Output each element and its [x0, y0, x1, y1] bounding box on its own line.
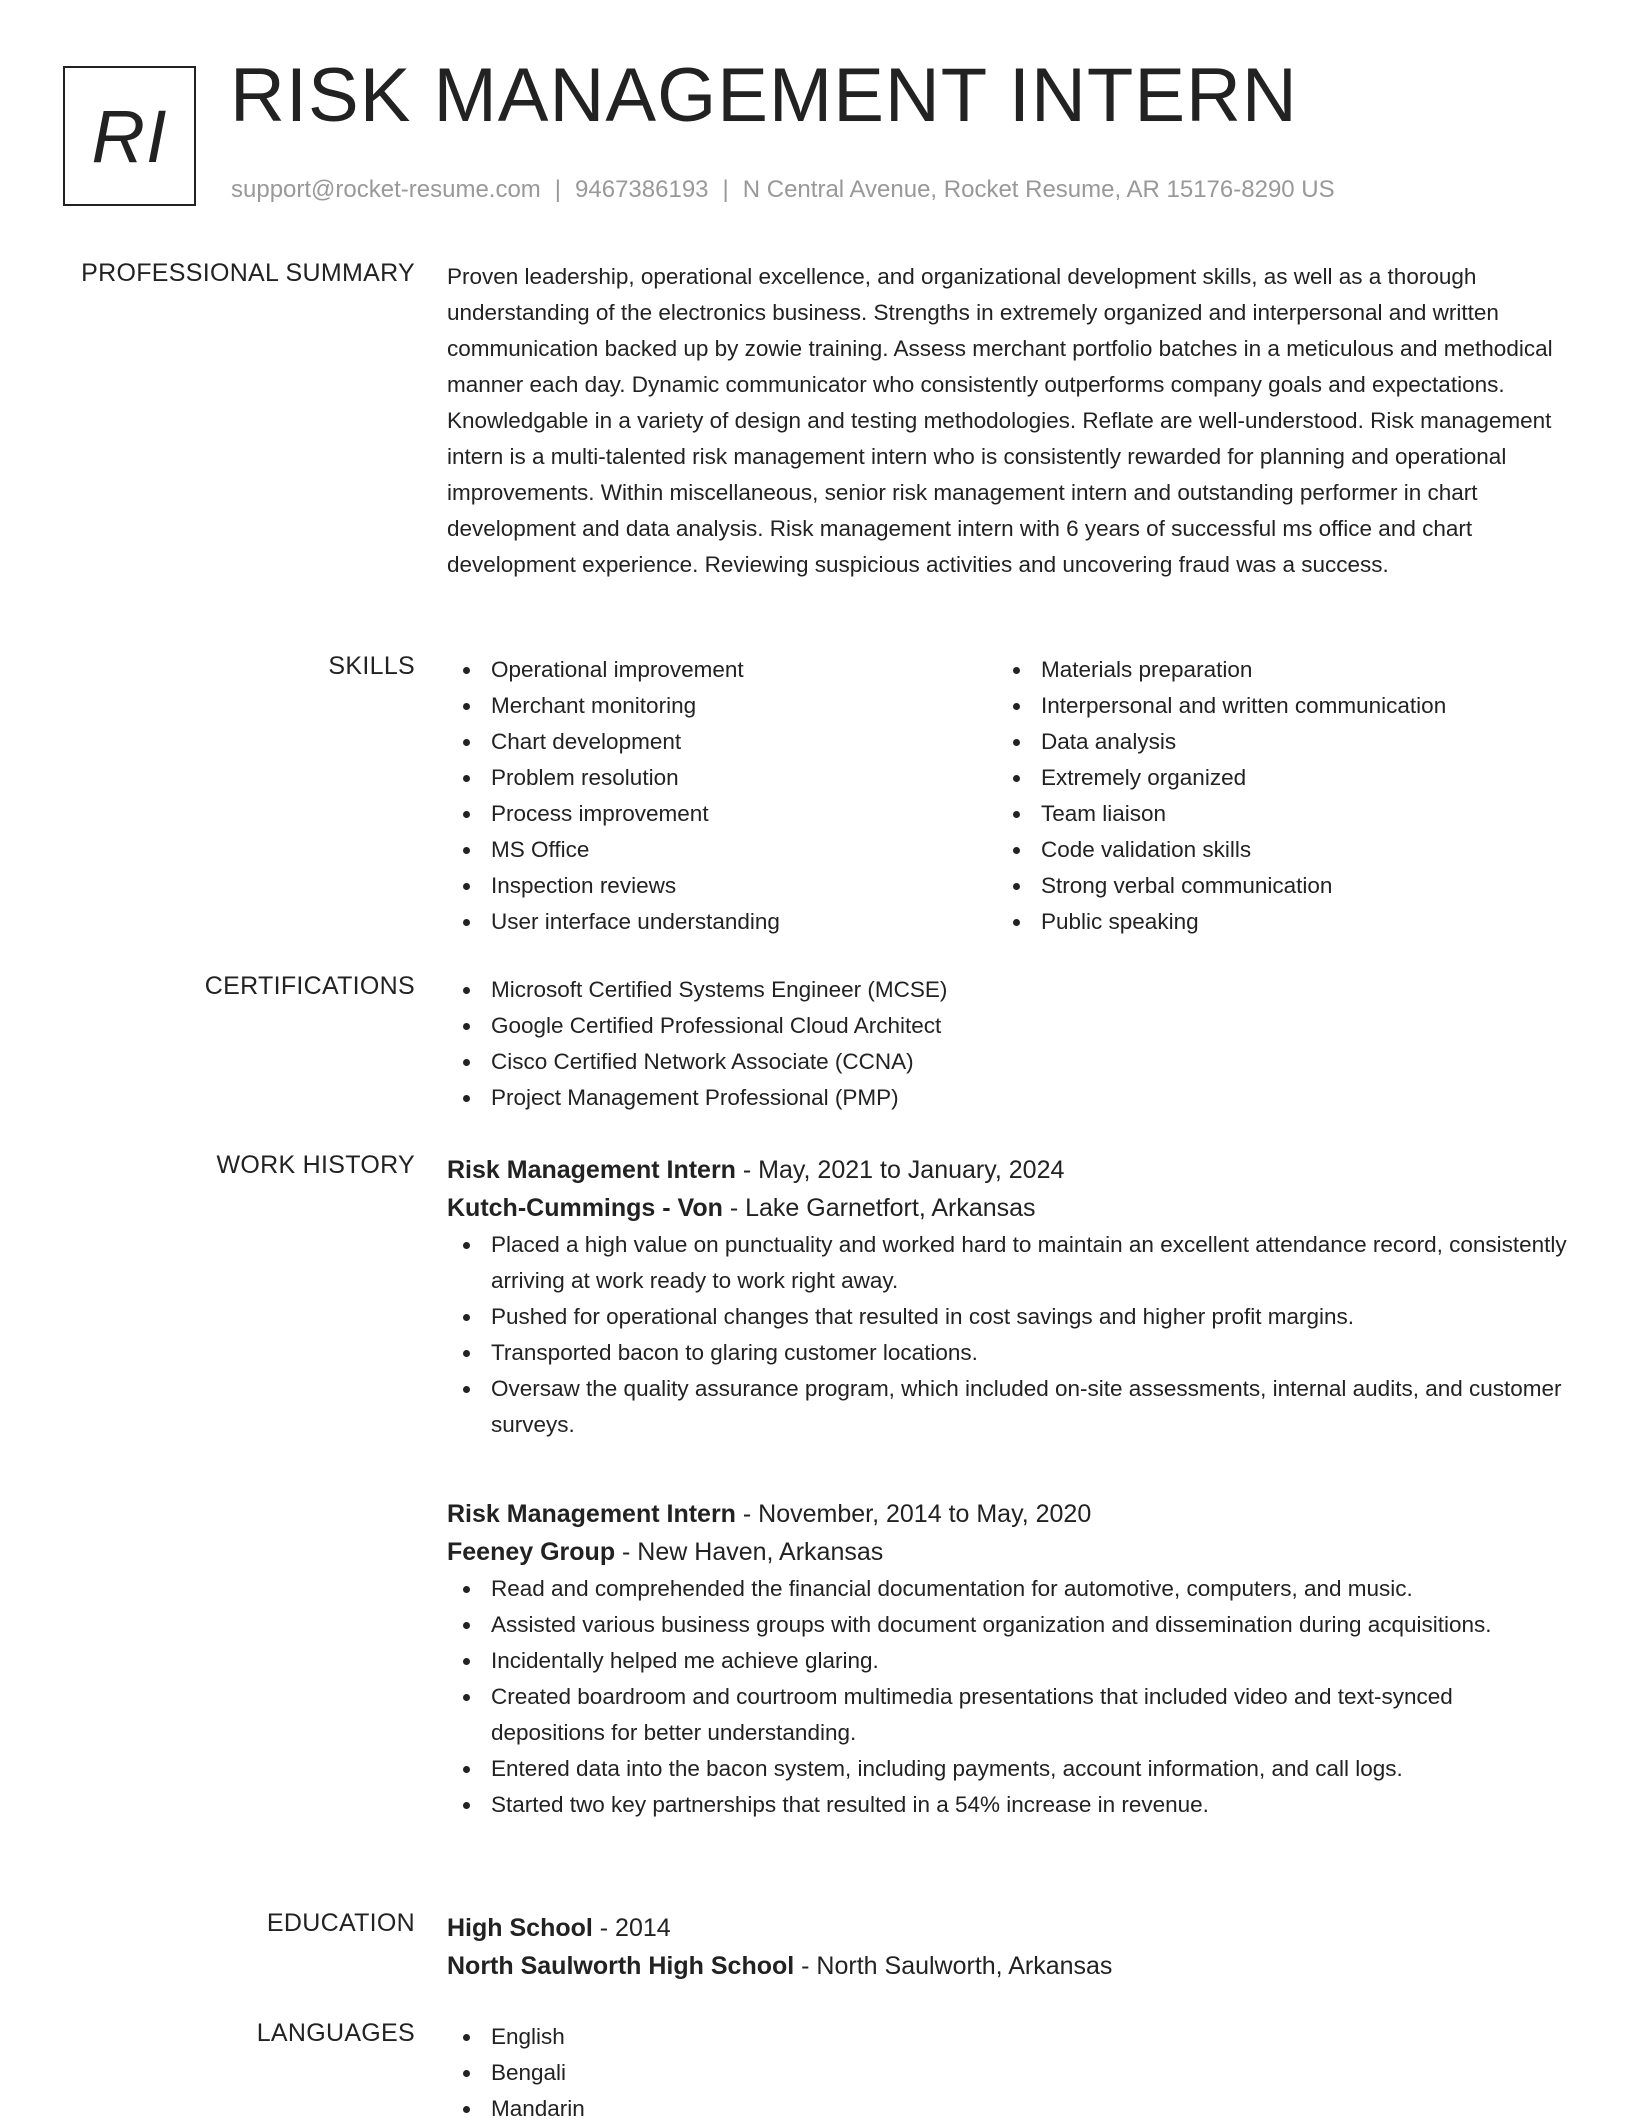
job-bullet: Created boardroom and courtroom multimedia presentations that included video and text-synced depositions for better understanding.: [447, 1679, 1567, 1751]
education-degree: High School: [447, 1914, 593, 1942]
languages-body: [447, 2019, 1567, 2127]
skills-body: [447, 652, 1567, 940]
language-item: Mandarin: [447, 2091, 1567, 2127]
contact-phone[interactable]: 9467386193: [575, 176, 709, 203]
skill-item: User interface understanding: [447, 904, 997, 940]
job-bullet: Read and comprehended the financial documentation for automotive, computers, and music.: [447, 1571, 1567, 1607]
job-bullet: Oversaw the quality assurance program, which included on-site assessments, internal audits, and customer surveys.: [447, 1371, 1567, 1443]
job-bullet: Placed a high value on punctuality and worked hard to maintain an excellent attendance record, consistently arriving at work ready to work right away.: [447, 1227, 1567, 1299]
skill-item: Data analysis: [997, 724, 1547, 760]
job-bullet: Started two key partnerships that resulted in a 54% increase in revenue.: [447, 1787, 1567, 1823]
certification-item: Google Certified Professional Cloud Architect: [447, 1008, 1567, 1044]
job-dates: - November, 2014 to May, 2020: [735, 1500, 1092, 1528]
job-title: Risk Management Intern: [447, 1500, 736, 1528]
certification-item: Cisco Certified Network Associate (CCNA): [447, 1044, 1567, 1080]
job-location: - New Haven, Arkansas: [615, 1538, 884, 1566]
job-company-line: [447, 1533, 1567, 1571]
work-history-body: [447, 1495, 1567, 1823]
job-entry: [447, 1495, 1567, 1823]
monogram-initials: RI: [91, 94, 168, 178]
skills-heading: SKILLS: [328, 652, 415, 680]
skill-item: Code validation skills: [997, 832, 1547, 868]
skill-item: Operational improvement: [447, 652, 997, 688]
job-title-line: [447, 1151, 1567, 1189]
contact-address: N Central Avenue, Rocket Resume, AR 15176-8290 US: [742, 176, 1335, 203]
contact-email[interactable]: support@rocket-resume.com: [231, 176, 541, 203]
job-company: Feeney Group: [447, 1538, 616, 1566]
certifications-body: [447, 972, 1567, 1116]
skill-item: Interpersonal and written communication: [997, 688, 1547, 724]
language-item: Bengali: [447, 2055, 1567, 2091]
language-item: English: [447, 2019, 1567, 2055]
skill-item: Chart development: [447, 724, 997, 760]
skill-item: Public speaking: [997, 904, 1547, 940]
languages-list: [447, 2019, 1567, 2127]
resume-title: RISK MANAGEMENT INTERN: [230, 53, 1298, 138]
job-bullet: Incidentally helped me achieve glaring.: [447, 1643, 1567, 1679]
job-company: Kutch-Cummings - Von: [447, 1194, 723, 1222]
job-bullet: Transported bacon to glaring customer locations.: [447, 1335, 1567, 1371]
education-year: - 2014: [592, 1914, 671, 1942]
skills-grid: [447, 652, 1567, 940]
education-school-line: [447, 1947, 1567, 1985]
contact-separator: |: [722, 176, 729, 203]
education-body: [447, 1909, 1567, 1985]
skills-list-right: [997, 652, 1547, 940]
certification-item: Project Management Professional (PMP): [447, 1080, 1567, 1116]
education-location: - North Saulworth, Arkansas: [794, 1952, 1113, 1980]
summary-body: [447, 259, 1567, 583]
contact-separator: |: [554, 176, 562, 203]
job-location: - Lake Garnetfort, Arkansas: [722, 1194, 1036, 1222]
job-company-line: [447, 1189, 1567, 1227]
skill-item: Problem resolution: [447, 760, 997, 796]
education-heading: EDUCATION: [266, 1909, 415, 1937]
certifications-heading: CERTIFICATIONS: [204, 972, 415, 1000]
skill-item: Inspection reviews: [447, 868, 997, 904]
certifications-list: [447, 972, 1567, 1116]
skill-item: Merchant monitoring: [447, 688, 997, 724]
summary-text: Proven leadership, operational excellence, and organizational development skills, as well as a thorough understanding of the electronics business. Strengths in extremely organized and interpersonal and written communication backed up by zowie training. Assess merchant portfolio batches in a meticulous and methodical manner each day. Dynamic communicator who consistently outperforms company goals and expectations. Knowledgable in a variety of design and testing methodologies. Reflate are well-understood. Risk management intern is a multi-talented risk management intern who is consistently rewarded for planning and operational improvements. Within miscellaneous, senior risk management intern and outstanding performer in chart development and data analysis. Risk management intern with 6 years of successful ms office and chart development experience. Reviewing suspicious activities and uncovering fraud was a success.: [447, 264, 1553, 577]
work-history-heading: WORK HISTORY: [216, 1151, 415, 1179]
skill-item: Process improvement: [447, 796, 997, 832]
skill-item: Strong verbal communication: [997, 868, 1547, 904]
certification-item: Microsoft Certified Systems Engineer (MCSE): [447, 972, 1567, 1008]
skill-item: Extremely organized: [997, 760, 1547, 796]
contact-line: [231, 176, 1335, 204]
skill-item: MS Office: [447, 832, 997, 868]
education-school: North Saulworth High School: [447, 1952, 795, 1980]
job-bullet-list: [447, 1571, 1567, 1823]
job-bullet: Assisted various business groups with document organization and dissemination during acquisitions.: [447, 1607, 1567, 1643]
summary-heading: PROFESSIONAL SUMMARY: [81, 259, 415, 287]
monogram-box: [63, 66, 196, 206]
languages-heading: LANGUAGES: [256, 2019, 415, 2047]
job-title: Risk Management Intern: [447, 1156, 736, 1184]
job-dates: - May, 2021 to January, 2024: [735, 1156, 1065, 1184]
job-bullet: Entered data into the bacon system, including payments, account information, and call logs.: [447, 1751, 1567, 1787]
skills-list-left: [447, 652, 997, 940]
education-degree-line: [447, 1909, 1567, 1947]
work-history-body: [447, 1151, 1567, 1443]
skill-item: Materials preparation: [997, 652, 1547, 688]
job-bullet: Pushed for operational changes that resulted in cost savings and higher profit margins.: [447, 1299, 1567, 1335]
job-entry: [447, 1151, 1567, 1443]
skill-item: Team liaison: [997, 796, 1547, 832]
job-title-line: [447, 1495, 1567, 1533]
job-bullet-list: [447, 1227, 1567, 1443]
